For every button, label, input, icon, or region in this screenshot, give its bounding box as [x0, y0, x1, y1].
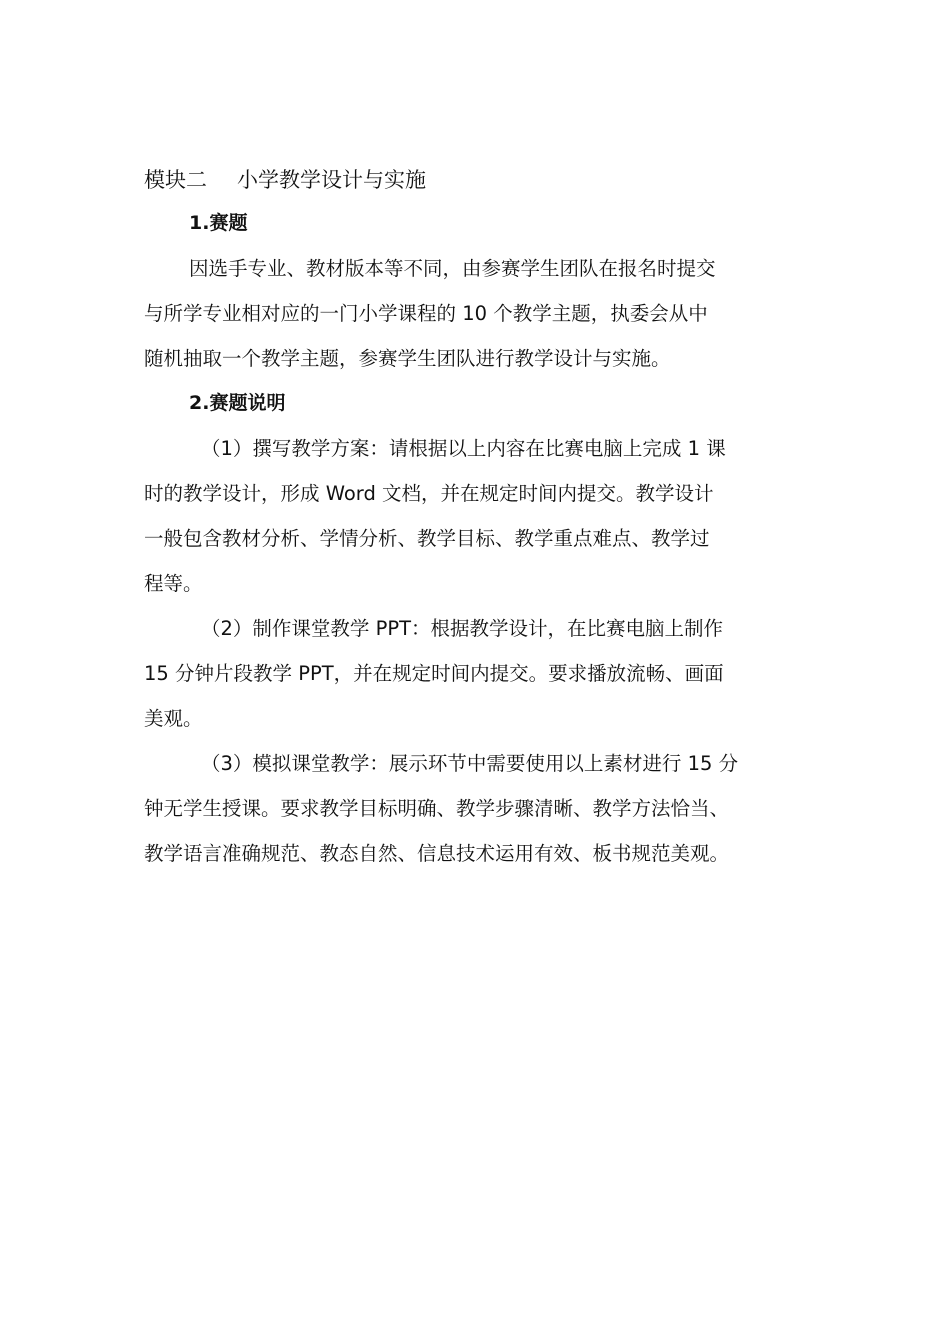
paragraph-line: 15 分钟片段教学 PPT，并在规定时间内提交。要求播放流畅、画面	[144, 662, 724, 685]
item-make-ppt	[144, 606, 809, 741]
paragraph-line: （3）模拟课堂教学：展示环节中需要使用以上素材进行 15 分	[201, 752, 739, 775]
paragraph-line: 随机抽取一个教学主题，参赛学生团队进行教学设计与实施。	[144, 347, 671, 370]
section-heading-topic-description: 2.赛题说明	[189, 392, 286, 414]
paragraph-line: 一般包含教材分析、学情分析、教学目标、教学重点难点、教学过	[144, 527, 710, 550]
paragraph-line: 教学语言准确规范、教态自然、信息技术运用有效、板书规范美观。	[144, 842, 730, 865]
paragraph-line: 程等。	[144, 572, 203, 595]
module-number: 模块二	[144, 168, 207, 192]
document-body	[144, 159, 809, 876]
module-title: 小学教学设计与实施	[237, 168, 426, 192]
paragraph-line: （2）制作课堂教学 PPT：根据教学设计，在比赛电脑上制作	[201, 617, 724, 640]
paragraph-line: 与所学专业相对应的一门小学课程的 10 个教学主题，执委会从中	[144, 302, 708, 325]
paragraph-line: 美观。	[144, 707, 203, 730]
paragraph-line: 时的教学设计，形成 Word 文档，并在规定时间内提交。教学设计	[144, 482, 714, 505]
paragraph-line: 钟无学生授课。要求教学目标明确、教学步骤清晰、教学方法恰当、	[144, 797, 730, 820]
section1-paragraph	[144, 246, 809, 381]
paragraph-line: 因选手专业、教材版本等不同，由参赛学生团队在报名时提交	[189, 257, 716, 280]
item-simulated-teaching	[144, 741, 809, 876]
module-heading	[144, 159, 809, 201]
item-write-teaching-plan	[144, 426, 809, 606]
section-heading-competition-topic: 1.赛题	[189, 212, 248, 234]
paragraph-line: （1）撰写教学方案：请根据以上内容在比赛电脑上完成 1 课	[201, 437, 726, 460]
